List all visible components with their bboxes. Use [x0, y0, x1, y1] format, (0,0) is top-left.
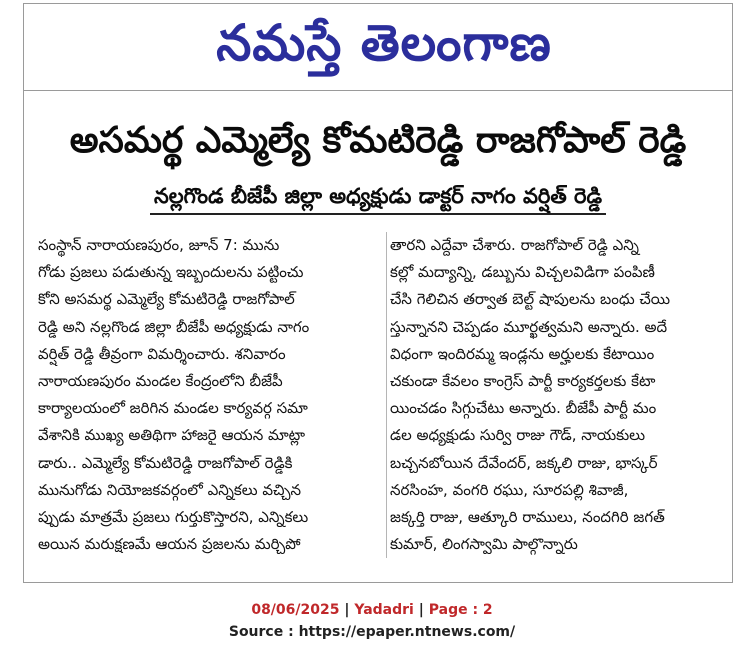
text-line: విధంగా ఇందిరమ్మ ఇండ్లను అర్హులకు కేటాయిం — [390, 344, 655, 363]
footer-date: 08/06/2025 — [251, 602, 340, 618]
footer-meta — [0, 602, 744, 618]
newspaper-clipping — [23, 3, 733, 583]
masthead-divider — [24, 90, 732, 91]
text-line: యించడం సిగ్గుచేటు అన్నారు. బీజేపీ పార్టీ మం — [390, 399, 657, 418]
text-line: రెడ్డి అని నల్లగొండ జిల్లా బీజేపీ అధ్యక్షుడు నాగం — [38, 317, 310, 336]
article-subheadline: నల్లగొండ బీజేపీ జిల్లా అధ్యక్షుడు డాక్టర్ నాగం వర్షిత్ రెడ్డి — [150, 179, 606, 215]
masthead-logo: నమస్తే తెలంగాణ — [216, 14, 552, 72]
text-line: బచ్చనబోయిన దేవేందర్, జక్కలి రాజు, భాస్కర్ — [390, 453, 658, 472]
article-column-right — [390, 232, 720, 558]
text-line: తారని ఎద్దేవా చేశారు. రాజగోపాల్ రెడ్డి ఎన్ని — [390, 236, 639, 254]
text-line: చకుండా కేవలం కాంగ్రెస్ పార్టీ కార్యకర్తలకు కేటా — [390, 372, 656, 391]
footer-edition: Yadadri — [354, 602, 414, 618]
subheadline-container — [114, 179, 642, 217]
text-line: డారు.. ఎమ్మెల్యే కోమటిరెడ్డి రాజగోపాల్ రెడ్డికి — [38, 453, 293, 472]
text-line: నరసింహ, వంగరి రఘు, సూరపల్లి శివాజీ, — [390, 480, 629, 499]
footer-separator: | — [339, 602, 355, 618]
text-line: కార్యాలయంలో జరిగిన మండల కార్యవర్గ సమా — [38, 399, 308, 418]
article-headline: అసమర్థ ఎమ్మెల్యే కోమటిరెడ్డి రాజగోపాల్ రెడ్డి — [69, 120, 687, 161]
text-line: కోని అసమర్థ ఎమ్మెల్యే కోమటిరెడ్డి రాజగోపాల్ — [38, 290, 295, 309]
article-column-left — [38, 232, 387, 558]
footer-separator: | — [413, 602, 429, 618]
text-line: ప్పుడు మాత్రమే ప్రజలు గుర్తుకొస్తారని, ఎన్నికలు — [38, 508, 309, 527]
text-line: డల అధ్యక్షుడు సుర్వి రాజు గౌడ్, నాయకులు — [390, 426, 646, 445]
text-line: వర్షిత్ రెడ్డి తీవ్రంగా విమర్శించారు. శనివారం — [38, 344, 286, 363]
text-line: మునుగోడు నియోజకవర్గంలో ఎన్నికలు వచ్చిన — [38, 480, 302, 499]
text-line: కుమార్, లింగస్వామి పాల్గొన్నారు — [390, 535, 578, 554]
text-line: వేశానికి ముఖ్య అతిథిగా హాజరై ఆయన మాట్లా — [38, 426, 306, 445]
text-line: నారాయణపురం మండల కేంద్రంలోని బీజేపీ — [38, 372, 283, 391]
text-line: గోడు ప్రజలు పడుతున్న ఇబ్బందులను పట్టించు — [38, 263, 304, 282]
footer-source: Source : https://epaper.ntnews.com/ — [228, 624, 516, 640]
text-line: స్తున్నానని చెప్పడం మూర్ఖత్వమని అన్నారు. అదే — [390, 317, 668, 336]
text-line: కల్లో మద్యాన్ని, డబ్బును విచ్చలవిడిగా పంపిణీ — [390, 263, 655, 282]
text-line: చేసి గెలిచిన తర్వాత బెల్ట్ షాపులను బంధు చేయి — [390, 290, 671, 309]
text-line: సంస్థాన్ నారాయణపురం, జూన్ 7: మును — [38, 236, 280, 254]
text-line: అయిన మరుక్షణమే ఆయన ప్రజలను మర్చిపో — [38, 535, 301, 554]
footer-page: Page : 2 — [428, 602, 493, 618]
text-line: జక్కర్తి రాజు, ఆత్కూరి రాములు, నందగిరి జగత్ — [390, 508, 665, 527]
